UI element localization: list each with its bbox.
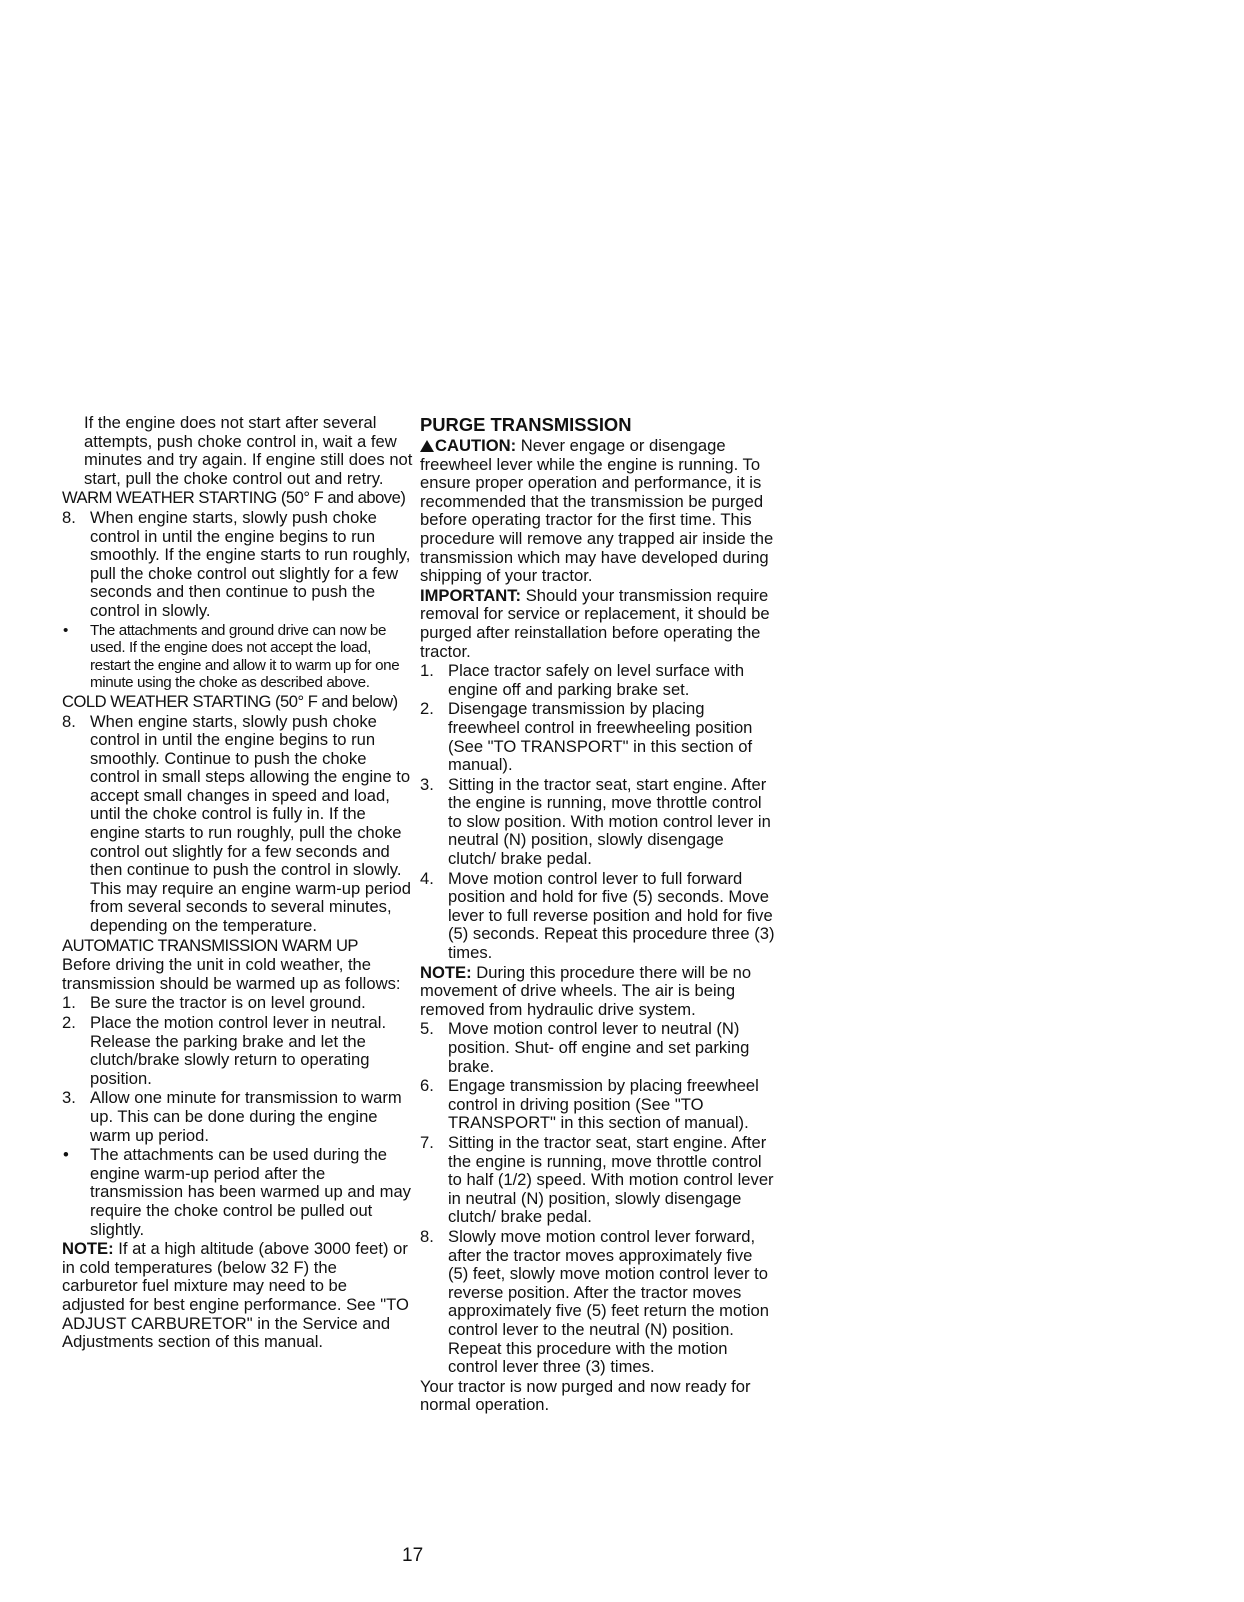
purge-step bbox=[420, 1134, 775, 1227]
purge-step bbox=[420, 776, 775, 869]
important-paragraph bbox=[420, 587, 775, 661]
step-text: Sitting in the tractor seat, start engine. After the engine is running, move throttle control to slow position. With motion control lever in neutral (N) position, slowly disengage clutch/ brake pedal. bbox=[448, 774, 771, 869]
step-text: Be sure the tractor is on level ground. bbox=[90, 993, 366, 1013]
bullet-icon: • bbox=[63, 621, 68, 639]
warm-weather-heading: WARM WEATHER STARTING (50° F and above) bbox=[62, 488, 406, 508]
step-number: 6. bbox=[420, 1076, 434, 1096]
step-number: 3. bbox=[62, 1088, 76, 1108]
step-text: When engine starts, slowly push choke control in until the engine begins to run smoothly. Continue to push the choke control in small steps allowing the engine to accept small changes in speed and load, until the choke control is fully in. If the engine starts to run roughly, pull the choke control out slightly for a few seconds and then continue to push the control in slowly. This may require an engine warm-up period from several seconds to several minutes, depending on the temperature. bbox=[90, 711, 411, 936]
left-column bbox=[62, 414, 414, 1353]
bullet-text: The attachments and ground drive can now be used. If the engine does not accept the load, restart the engine and allow it to warm up for one minute using the choke as described above. bbox=[90, 621, 400, 692]
purge-step bbox=[420, 700, 775, 774]
bullet-icon: • bbox=[63, 1145, 69, 1165]
purge-step bbox=[420, 662, 775, 699]
purge-note-paragraph bbox=[420, 964, 775, 1020]
auto-step bbox=[62, 1014, 414, 1088]
purge-step bbox=[420, 1077, 775, 1133]
right-column bbox=[420, 414, 775, 1416]
important-label: IMPORTANT: bbox=[420, 585, 522, 605]
caution-label: CAUTION: bbox=[435, 436, 517, 455]
caution-paragraph bbox=[420, 437, 775, 586]
step-number: 8. bbox=[62, 711, 76, 731]
note-paragraph bbox=[62, 1240, 414, 1352]
note-text: If at a high altitude (above 3000 feet) or in cold temperatures (below 32 F) the carburetor fuel mixture may need to be adjusted for best engine performance. See "TO ADJUST CARBURETOR" in the Service and Adjustments section of this manual. bbox=[62, 1239, 409, 1352]
step-number: 2. bbox=[62, 1013, 76, 1032]
intro-paragraph: If the engine does not start after several attempts, push choke control in, wait a few minutes and try again. If engine still does not start, pull the choke control out and retry. bbox=[84, 413, 413, 488]
note-label: NOTE: bbox=[420, 962, 472, 982]
step-text: Sitting in the tractor seat, start engine. After the engine is running, move throttle control to half (1/2) speed. With motion control lever in neutral (N) position, slowly disengage clutch/ brake pedal. bbox=[448, 1132, 774, 1227]
bullet-text: The attachments can be used during the engine warm-up period after the transmission has been warmed up and may require the choke control be pulled out slightly. bbox=[90, 1145, 411, 1239]
page-number: 17 bbox=[402, 1545, 424, 1566]
step-text: Move motion control lever to full forward position and hold for five (5) seconds. Move lever to full reverse position and hold for five (5) seconds. Repeat this procedure three (3) times. bbox=[448, 868, 775, 963]
step-text: Engage transmission by placing freewheel control in driving position (See "TO TRANSPORT" in this section of manual). bbox=[448, 1076, 759, 1133]
auto-bullet bbox=[62, 1146, 414, 1239]
purge-step bbox=[420, 870, 775, 963]
step-text: Place tractor safely on level surface with engine off and parking brake set. bbox=[448, 661, 745, 699]
purge-step bbox=[420, 1228, 775, 1377]
step-text: When engine starts, slowly push choke control in until the engine begins to run smoothly. If the engine starts to run roughly, pull the choke control out slightly for a few seconds and then continue to push the control in slowly. bbox=[90, 507, 411, 620]
step-number: 2. bbox=[420, 699, 434, 719]
auto-transmission-heading: AUTOMATIC TRANSMISSION WARM UP bbox=[62, 935, 358, 955]
auto-step bbox=[62, 1089, 414, 1145]
step-text: Slowly move motion control lever forward, after the tractor moves approximately five (5) feet, slowly move motion control lever to reverse position. After the tractor moves approximately five (5) feet return the motion control lever to the neutral (N) position. Repeat this procedure with the motion control lever three (3) times. bbox=[448, 1226, 769, 1377]
step-number: 7. bbox=[420, 1132, 434, 1152]
caution-text: Never engage or disengage freewheel lever while the engine is running. To ensure proper operation and performance, it is recommended that the transmission be purged before operating tractor for the first time. This procedure will remove any trapped air inside the transmission which may have developed during shipping of your tractor. bbox=[420, 436, 774, 586]
note-text: During this procedure there will be no movement of drive wheels. The air is being removed from hydraulic drive system. bbox=[420, 962, 752, 1019]
auto-intro: Before driving the unit in cold weather, the transmission should be warmed up as follows: bbox=[62, 955, 401, 993]
step-number: 5. bbox=[420, 1019, 434, 1039]
cold-step-8 bbox=[62, 713, 414, 936]
step-text: Allow one minute for transmission to warm up. This can be done during the engine warm up period. bbox=[90, 1088, 402, 1145]
purge-transmission-heading: PURGE TRANSMISSION bbox=[420, 414, 632, 435]
step-text: Move motion control lever to neutral (N) position. Shut- off engine and set parking brake. bbox=[448, 1019, 750, 1076]
step-number: 1. bbox=[420, 661, 434, 681]
warm-step-8 bbox=[62, 509, 414, 621]
purge-step bbox=[420, 1020, 775, 1076]
step-number: 8. bbox=[62, 507, 76, 527]
note-label: NOTE: bbox=[62, 1239, 114, 1259]
important-text: Should your transmission require removal for service or replacement, it should be purged after reinstallation before operating the tractor. bbox=[420, 585, 770, 661]
step-number: 8. bbox=[420, 1226, 434, 1246]
step-number: 1. bbox=[62, 993, 76, 1013]
cold-weather-heading: COLD WEATHER STARTING (50° F and below) bbox=[62, 691, 398, 711]
warning-triangle-icon bbox=[420, 440, 434, 452]
auto-step bbox=[62, 994, 414, 1013]
warm-bullet bbox=[62, 622, 414, 692]
step-text: Place the motion control lever in neutral. Release the parking brake and let the clutch/brake slowly return to operating position. bbox=[90, 1013, 387, 1088]
step-number: 3. bbox=[420, 774, 434, 794]
closing-paragraph: Your tractor is now purged and now ready for normal operation. bbox=[420, 1376, 751, 1415]
step-number: 4. bbox=[420, 868, 434, 888]
step-text: Disengage transmission by placing freewheel control in freewheeling position (See "TO TRANSPORT" in this section of manual). bbox=[448, 699, 753, 775]
